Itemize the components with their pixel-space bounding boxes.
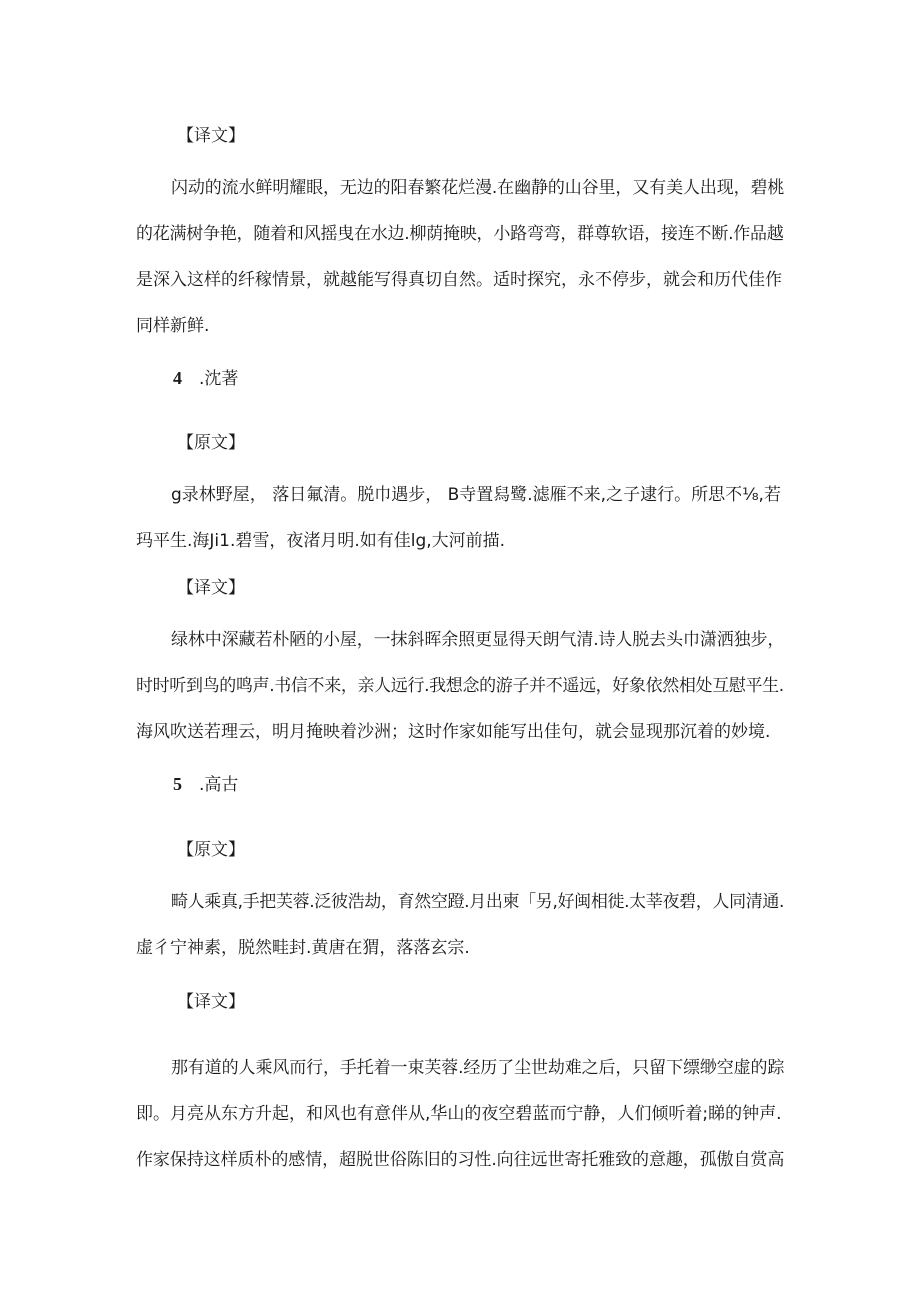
original-label: 【原文】 bbox=[177, 433, 245, 453]
text-line: 时时听到鸟的鸣声.书信不来，亲人远行.我想念的游子并不遥远，好象依然相处互慰平生. bbox=[136, 676, 784, 696]
text-line: 是深入这样的纤稼情景，就越能写得真切自然。适时探究，永不停步，就会和历代佳作 bbox=[136, 270, 782, 290]
text-line: 畸人乘真,手把芙蓉.泛彼浩劫，育然空蹬.月出柬「另,好闽相徙.太莘夜碧，人同清通. bbox=[171, 892, 785, 912]
text-line: 海风吹送若理云，明月掩映着沙洲；这时作家如能写出佳句，就会显现那沉着的妙境. bbox=[136, 722, 771, 742]
translation-label: 【译文】 bbox=[177, 992, 245, 1012]
original-label: 【原文】 bbox=[177, 840, 245, 860]
text-line: 同样新鲜. bbox=[136, 316, 210, 336]
text-line: 那有道的人乘风而行，手托着一束芙蓉.经历了尘世劫难之后，只留下缥缈空虚的踪 bbox=[171, 1058, 785, 1078]
text-line: 作家保持这样质朴的感情，超脱世俗陈旧的习性.向往远世寄托雅致的意趣，孤傲自赏高 bbox=[136, 1150, 785, 1170]
text-line: 虚彳宁神素，脱然畦封.黄唐在猬，落落玄宗. bbox=[136, 938, 470, 958]
text-line: g录林野屋， 落日氟清。脱巾遇步， B寺置舄鹭.滤雁不来,之子逮行。所思不⅛,若 bbox=[171, 485, 781, 505]
text-line: 闪动的流水鲜明耀眼，无边的阳春繁花烂漫.在幽静的山谷里，又有美人出现，碧桃 bbox=[171, 178, 785, 198]
section-number: 5 bbox=[173, 774, 182, 794]
section-number: 4 bbox=[173, 368, 182, 388]
section-heading bbox=[173, 366, 238, 391]
section-heading bbox=[173, 772, 238, 797]
translation-label: 【译文】 bbox=[177, 578, 245, 598]
section-title: .高古 bbox=[199, 775, 239, 795]
section-title: .沈著 bbox=[199, 369, 239, 389]
text-line: 绿林中深藏若朴陋的小屋，一抹斜晖余照更显得天朗气清.诗人脱去头巾潇洒独步， bbox=[171, 630, 785, 650]
text-line: 玛平生.海Ji1.碧雪，夜渚月明.如有佳lg,大河前描. bbox=[136, 531, 506, 551]
translation-label: 【译文】 bbox=[177, 126, 245, 146]
text-line: 即。月亮从东方升起，和风也有意伴从,华山的夜空碧蓝而宁静，人们倾听着;睇的钟声. bbox=[136, 1104, 782, 1124]
text-line: 的花满树争艳，随着和风摇曳在水边.柳荫掩映，小路弯弯，群尊软语，接连不断.作品越 bbox=[136, 224, 784, 244]
